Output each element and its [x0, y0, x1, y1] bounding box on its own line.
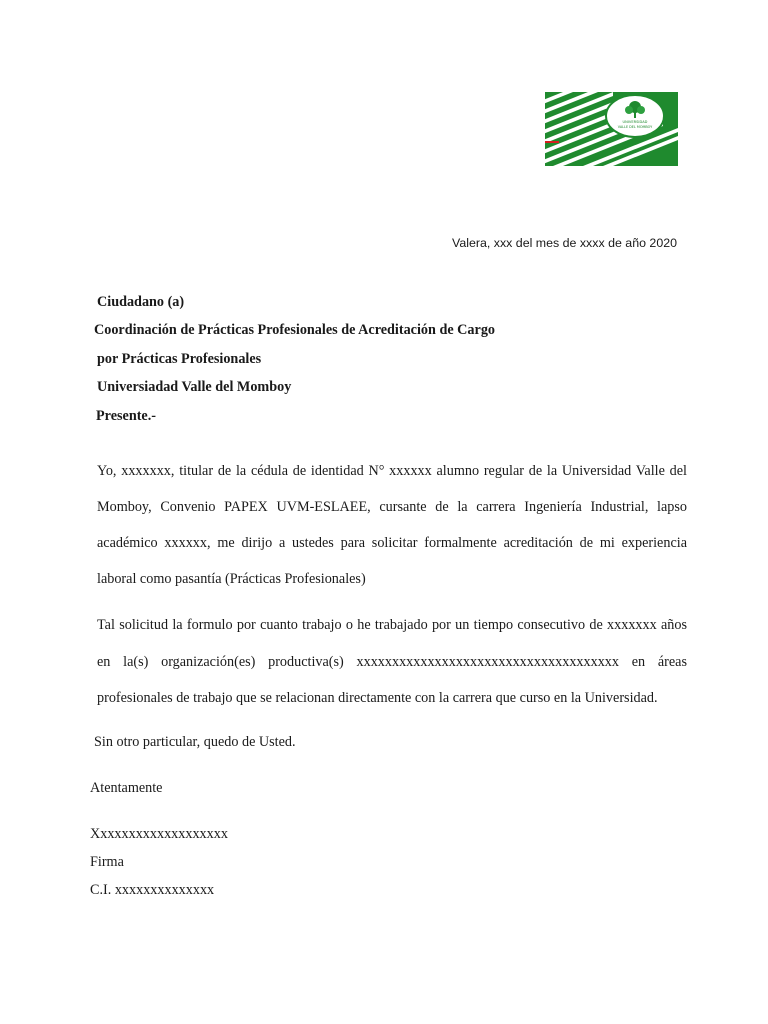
body-paragraph-2: Tal solicitud la formulo por cuanto trabajo o he trabajado por un tiempo consecutivo de xxxxxxx años en la(s) organización(es) productiva(s) xxxxxxxxxxxxxxxxxxxxxxxxxxxxxxxxxxxxx en áreas profesionales de trabajo que se relacionan directamente con la carrera que curso en la Universidad. — [97, 617, 687, 706]
addressee-block — [94, 292, 495, 434]
signature-name: Xxxxxxxxxxxxxxxxxxx — [90, 826, 228, 842]
addressee-line-2: Coordinación de Prácticas Profesionales de Acreditación de Cargo — [94, 322, 496, 339]
addressee-line-1: Ciudadano (a) — [97, 294, 185, 310]
addressee-line-3: por Prácticas Profesionales — [97, 350, 262, 367]
regards-line: Atentamente — [90, 780, 163, 796]
body-paragraph-1: Yo, xxxxxxx, titular de la cédula de identidad N° xxxxxx alumno regular de la Universidad Valle del Momboy, Convenio PAPEX UVM-ESLAEE, cursante de la carrera Ingeniería Industrial, lapso académico xxxxxx, me dirijo a ustedes para solicitar formalmente acreditación de mi experiencia laboral como pasantía (Prácticas Profesionales) — [97, 463, 687, 587]
addressee-line-4: Universiadad Valle del Momboy — [97, 379, 292, 396]
date-line: Valera, xxx del mes de xxxx de año 2020 — [452, 236, 677, 250]
signature-id: C.I. xxxxxxxxxxxxxx — [90, 882, 215, 898]
logo-text-2: VALLE DEL MOMBOY — [617, 125, 653, 129]
signature-label: Firma — [90, 854, 124, 870]
university-logo — [543, 92, 678, 166]
addressee-line-5: Presente.- — [96, 407, 157, 424]
logo-red-dash — [545, 141, 559, 143]
closing-line: Sin otro particular, quedo de Usted. — [94, 734, 296, 750]
logo-text-1: UNIVERSIDAD — [622, 120, 648, 124]
